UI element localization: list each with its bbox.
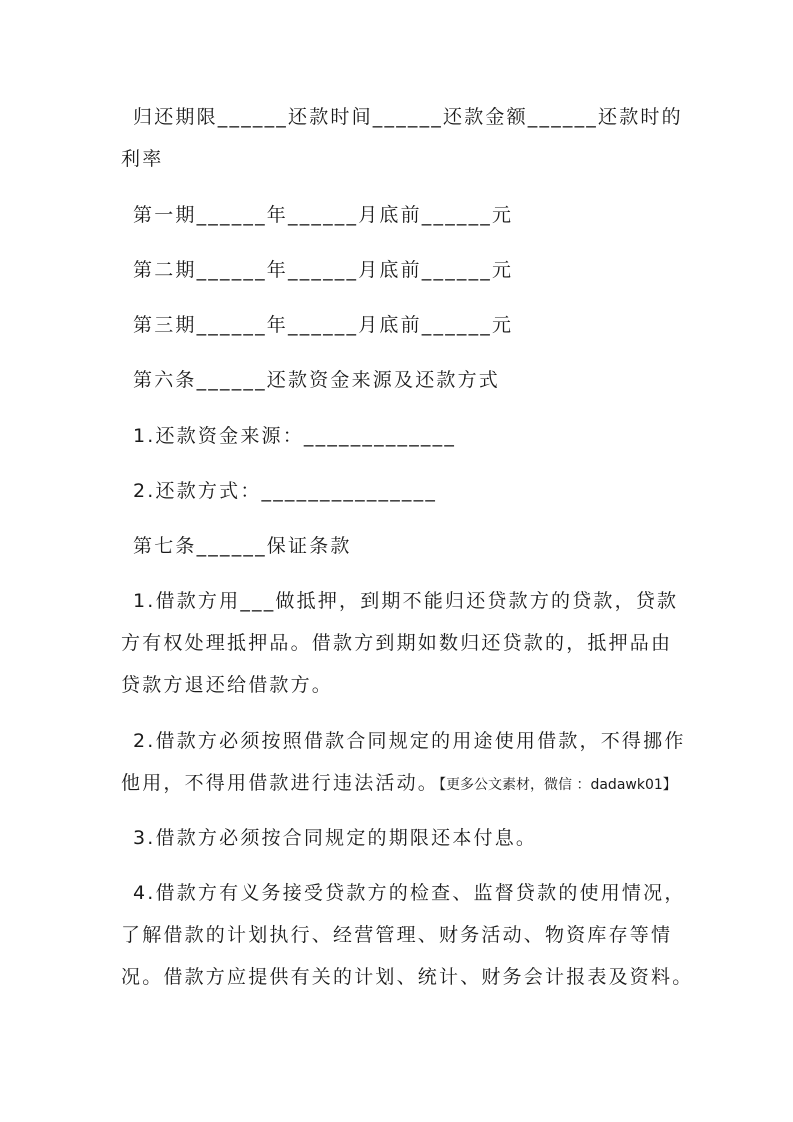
text-line: 2.还款方式：_______________	[133, 480, 438, 502]
text-line: 第七条______保证条款	[133, 535, 352, 557]
text-line: 2.借款方必须按照借款合同规定的用途使用借款，不得挪作	[133, 730, 686, 752]
text-line: 第二期______年______月底前______元	[133, 259, 514, 281]
text-line: 3.借款方必须按合同规定的期限还本付息。	[133, 827, 538, 849]
text-line: 1.还款资金来源：_____________	[133, 425, 457, 447]
text-line: 利率	[121, 148, 164, 170]
text-line: 归还期限______还款时间______还款金额______还款时的	[133, 106, 683, 128]
text-span: 他用，不得用借款进行违法活动。	[121, 772, 440, 794]
text-line: 了解借款的计划执行、经营管理、财务活动、物资库存等情	[121, 924, 673, 946]
text-line: 4.借款方有义务接受贷款方的检查、监督贷款的使用情况，	[133, 882, 686, 904]
text-line: 况。借款方应提供有关的计划、统计、财务会计报表及资料。	[121, 966, 694, 988]
text-line: 第一期______年______月底前______元	[133, 204, 514, 226]
text-line	[121, 771, 677, 797]
wechat-promo-note: 【更多公文素材，微信 ：dadawk01】	[439, 777, 677, 793]
text-line: 第六条______还款资金来源及还款方式	[133, 369, 501, 391]
text-line: 贷款方退还给借款方。	[121, 674, 334, 696]
text-line: 方有权处理抵押品。借款方到期如数归还贷款的，抵押品由	[121, 632, 673, 654]
text-line: 1.借款方用___做抵押，到期不能归还贷款方的贷款，贷款	[133, 590, 679, 612]
text-line: 第三期______年______月底前______元	[133, 314, 514, 336]
